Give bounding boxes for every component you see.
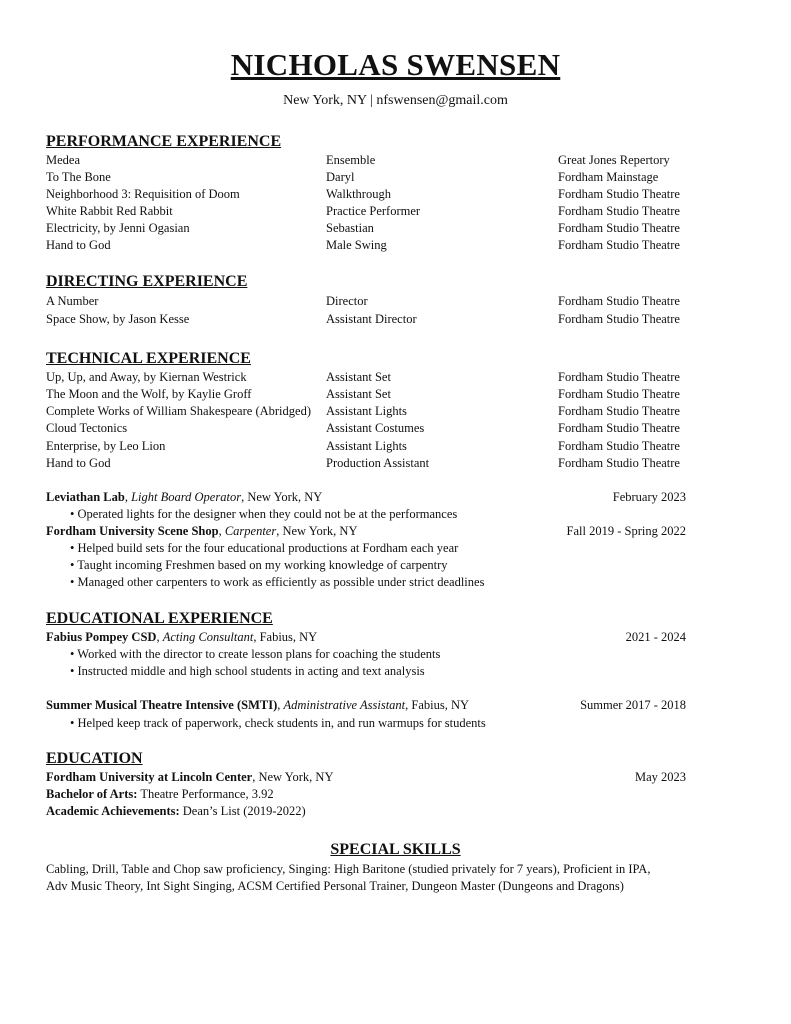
directing-heading: DIRECTING EXPERIENCE [46,273,248,290]
graduation-date: May 2023 [634,770,686,784]
production-role: Assistant Costumes [326,421,425,435]
production-venue: Fordham Studio Theatre [558,187,680,201]
production-title: Neighborhood 3: Requisition of Doom [46,187,240,201]
directing-row [46,311,686,328]
performance-heading: PERFORMANCE EXPERIENCE [46,133,282,150]
job-position: Light Board Operator [131,490,242,504]
job-header [46,489,686,506]
production-title: White Rabbit Red Rabbit [46,204,173,218]
production-venue: Fordham Studio Theatre [558,204,680,218]
job-bullet: • Managed other carpenters to work as efficiently as possible under strict deadlines [70,575,485,589]
production-role: Production Assistant [326,456,430,470]
production-role: Assistant Lights [326,404,407,418]
directing-row [46,293,686,310]
job-location: , New York, NY [276,524,358,538]
production-title: A Number [46,294,99,308]
job-org: Fabius Pompey CSD [46,630,157,644]
job-date: February 2023 [612,490,686,504]
job-position: Carpenter [224,524,277,538]
production-role: Assistant Lights [326,439,407,453]
job-date: 2021 - 2024 [625,630,686,644]
production-venue: Fordham Studio Theatre [558,404,680,418]
job-header [46,697,686,714]
achievements-line [46,803,306,820]
job-bullet: • Helped keep track of paperwork, check students in, and run warmups for students [70,716,486,730]
production-title: Space Show, by Jason Kesse [46,312,190,326]
achievements-value: Dean’s List (2019-2022) [179,804,306,818]
production-role: Assistant Set [326,387,391,401]
production-title: Medea [46,153,81,167]
production-role: Walkthrough [326,187,391,201]
job-bullet: • Operated lights for the designer when they could not be at the performances [70,507,458,521]
job-org: Leviathan Lab [46,490,125,504]
degree-line [46,786,274,803]
production-title: The Moon and the Wolf, by Kaylie Groff [46,387,252,401]
educational-heading: EDUCATIONAL EXPERIENCE [46,610,273,627]
job-org: Fordham University Scene Shop [46,524,219,538]
job-title-line: Fordham University Scene Shop, Carpenter, New York, NY [46,524,358,538]
job-position: Acting Consultant [162,630,254,644]
production-title: To The Bone [46,170,111,184]
job-title-line: Leviathan Lab, Light Board Operator, New York, NY [46,490,323,504]
production-role: Daryl [326,170,355,184]
job-bullet: • Helped build sets for the four educational productions at Fordham each year [70,541,459,555]
job-title-line: Fabius Pompey CSD, Acting Consultant, Fabius, NY [46,630,318,644]
production-role: Assistant Director [326,312,417,326]
production-title: Hand to God [46,238,111,252]
production-venue: Great Jones Repertory [558,153,670,167]
job-location: , Fabius, NY [253,630,318,644]
education-heading: EDUCATION [46,750,143,767]
skills-line: Adv Music Theory, Int Sight Singing, ACSM Certified Personal Trainer, Dungeon Master (Dungeons and Dragons) [46,879,624,893]
technical-row [46,420,686,437]
performance-row [46,203,686,220]
technical-row [46,455,686,472]
contact-info: New York, NY | nfswensen@gmail.com [283,93,508,108]
production-title: Up, Up, and Away, by Kiernan Westrick [46,370,247,384]
achievements-row [46,803,686,820]
performance-row [46,152,686,169]
production-title: Hand to God [46,456,111,470]
technical-heading: TECHNICAL EXPERIENCE [46,350,251,367]
production-role: Ensemble [326,153,376,167]
production-title: Enterprise, by Leo Lion [46,439,166,453]
production-role: Assistant Set [326,370,391,384]
production-role: Director [326,294,368,308]
job-bullet: • Taught incoming Freshmen based on my working knowledge of carpentry [70,558,448,572]
production-venue: Fordham Studio Theatre [558,238,680,252]
technical-row [46,403,686,420]
job-org: Summer Musical Theatre Intensive (SMTI) [46,698,278,712]
school-name: Fordham University at Lincoln Center [46,770,253,784]
job-date: Summer 2017 - 2018 [580,698,686,712]
job-bullet: • Worked with the director to create lesson plans for coaching the students [70,647,441,661]
production-venue: Fordham Studio Theatre [558,370,680,384]
resume-name: NICHOLAS SWENSEN [230,47,561,82]
job-location: , New York, NY [241,490,323,504]
degree-row [46,786,686,803]
job-location: , Fabius, NY [405,698,470,712]
technical-row [46,438,686,455]
job-date: Fall 2019 - Spring 2022 [566,524,686,538]
job-header [46,523,686,540]
job-bullet: • Instructed middle and high school students in acting and text analysis [70,664,425,678]
performance-row [46,169,686,186]
production-role: Sebastian [326,221,374,235]
production-venue: Fordham Studio Theatre [558,387,680,401]
job-title-line: Summer Musical Theatre Intensive (SMTI), Administrative Assistant, Fabius, NY [46,698,470,712]
technical-row [46,386,686,403]
production-title: Complete Works of William Shakespeare (Abridged) [46,404,311,418]
production-venue: Fordham Studio Theatre [558,221,680,235]
job-header [46,629,686,646]
degree-label: Bachelor of Arts: [46,787,138,801]
school-location: , New York, NY [252,770,334,784]
performance-row [46,186,686,203]
degree-value: Theatre Performance, 3.92 [137,787,274,801]
production-venue: Fordham Studio Theatre [558,439,680,453]
skills-heading: SPECIAL SKILLS [330,841,461,858]
production-venue: Fordham Studio Theatre [558,294,680,308]
production-title: Cloud Tectonics [46,421,128,435]
performance-row [46,237,686,254]
technical-row [46,369,686,386]
production-venue: Fordham Studio Theatre [558,456,680,470]
education-school-row [46,769,686,786]
job-position: Administrative Assistant [283,698,406,712]
production-venue: Fordham Studio Theatre [558,312,680,326]
production-role: Practice Performer [326,204,421,218]
production-role: Male Swing [326,238,387,252]
skills-line: Cabling, Drill, Table and Chop saw proficiency, Singing: High Baritone (studied privately for 7 years), Proficient in IPA, [46,862,651,876]
production-title: Electricity, by Jenni Ogasian [46,221,190,235]
performance-row [46,220,686,237]
school-line [46,769,334,786]
achievements-label: Academic Achievements: [46,804,180,818]
production-venue: Fordham Mainstage [558,170,659,184]
production-venue: Fordham Studio Theatre [558,421,680,435]
